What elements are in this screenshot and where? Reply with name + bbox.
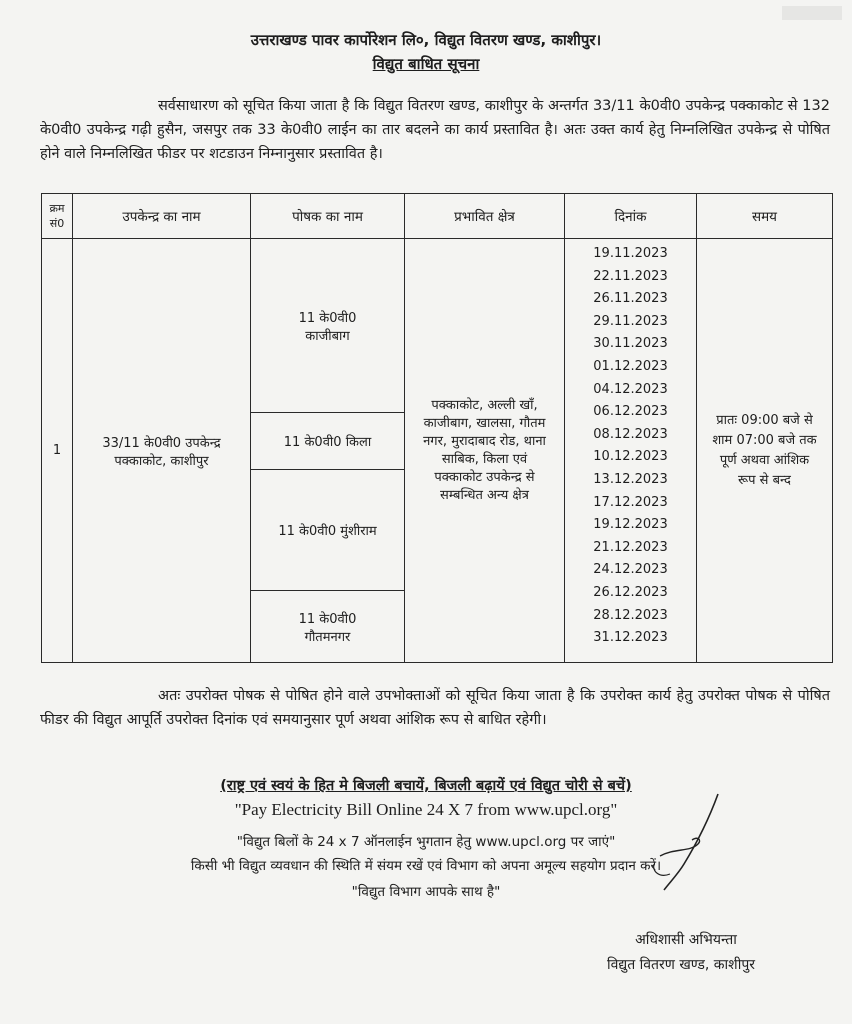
- cell-feeder-4: 11 के0वी0 गौतमनगर: [251, 591, 405, 663]
- date-item: 26.12.2023: [593, 584, 668, 600]
- closing-paragraph: अतः उपरोक्त पोषक से पोषित होने वाले उपभोक्ताओं को सूचित किया जाता है कि उपरोक्त कार्य हेतु उपरोक्त पोषक से पोषित फीडर की विद्युत आपूर्ति उपरोक्त दिनांक एवं समयानुसार पूर्ण अथवा आंशिक रूप से बाधित रहेगी।: [40, 688, 830, 728]
- date-item: 28.12.2023: [593, 607, 668, 623]
- date-item: 17.12.2023: [593, 494, 668, 510]
- date-item: 01.12.2023: [593, 358, 668, 374]
- signatory-designation: अधिशासी अभियन्ता: [635, 932, 737, 948]
- pay-online-line: "Pay Electricity Bill Online 24 X 7 from www.upcl.org": [234, 800, 618, 819]
- date-item: 08.12.2023: [593, 426, 668, 442]
- date-item: 04.12.2023: [593, 381, 668, 397]
- header-feeder: पोषक का नाम: [251, 194, 405, 239]
- date-item: 31.12.2023: [593, 630, 668, 646]
- date-item: 29.11.2023: [593, 313, 668, 329]
- motto-text: (राष्ट्र एवं स्वयं के हित मे बिजली बचायें, बिजली बढ़ायें एवं विद्युत चोरी से बचें): [220, 778, 632, 794]
- cell-feeder-1: 11 के0वी0 काजीबाग: [251, 239, 405, 413]
- date-item: 30.11.2023: [593, 336, 668, 352]
- date-item: 13.12.2023: [593, 471, 668, 487]
- date-item: 06.12.2023: [593, 404, 668, 420]
- cell-time: प्रातः 09:00 बजे से शाम 07:00 बजे तक पूर्ण अथवा आंशिक रूप से बन्द: [697, 239, 833, 663]
- cell-sno: 1: [42, 239, 73, 663]
- date-item: 24.12.2023: [593, 562, 668, 578]
- cooperation-line: किसी भी विद्युत व्यवधान की स्थिति में संयम रखें एवं विभाग को अपना अमूल्य सहयोग प्रदान करें।: [190, 858, 662, 874]
- header-substation: उपकेन्द्र का नाम: [73, 194, 251, 239]
- org-header: उत्तराखण्ड पावर कार्पोरेशन लि०, विद्युत वितरण खण्ड, काशीपुर।: [250, 31, 602, 49]
- date-item: 19.12.2023: [593, 517, 668, 533]
- cell-area: पक्काकोट, अल्ली खाँ, काजीबाग, खालसा, गौतम नगर, मुरादाबाद रोड, थाना साबिक, किला एवं पक्काकोट उपकेन्द्र से सम्बन्धित अन्य क्षेत्र: [405, 239, 565, 663]
- notice-subtitle-text: विद्युत बाधित सूचना: [372, 55, 480, 73]
- header-area: प्रभावित क्षेत्र: [405, 194, 565, 239]
- date-item: 26.11.2023: [593, 291, 668, 307]
- header-date: दिनांक: [565, 194, 697, 239]
- slogan-line: "विद्युत विभाग आपके साथ है": [351, 884, 501, 900]
- shutdown-table: [41, 193, 833, 663]
- date-item: 22.11.2023: [593, 268, 668, 284]
- cell-feeder-3: 11 के0वी0 मुंशीराम: [251, 470, 405, 591]
- header-time: समय: [697, 194, 833, 239]
- table-header-row: [42, 194, 833, 239]
- date-item: 19.11.2023: [593, 246, 668, 261]
- date-item: 10.12.2023: [593, 449, 668, 465]
- notice-subtitle: [0, 54, 852, 74]
- pay-hindi-line: "विद्युत बिलों के 24 x 7 ऑनलाईन भुगतान हेतु www.upcl.org पर जाएं": [236, 834, 616, 850]
- handwritten-signature: [640, 786, 730, 896]
- cell-substation: 33/11 के0वी0 उपकेन्द्र पक्काकोट, काशीपुर: [73, 239, 251, 663]
- cell-dates: [565, 239, 697, 663]
- intro-paragraph: सर्वसाधारण को सूचित किया जाता है कि विद्युत वितरण खण्ड, काशीपुर के अन्तर्गत 33/11 के0वी0 उपकेन्द्र पक्काकोट से 132 के0वी0 उपकेन्द्र गढ़ी हुसैन, जसपुर तक 33 के0वी0 लाईन का तार बदलने का कार्य प्रस्तावित है। अतः उक्त कार्य हेतु निम्नलिखित उपकेन्द्र से पोषित होने वाले निम्नलिखित फीडर पर शटडाउन निम्नानुसार प्रस्तावित है।: [40, 98, 830, 162]
- table-row: [42, 239, 833, 413]
- date-item: 21.12.2023: [593, 539, 668, 555]
- scan-corner-mark: [782, 6, 842, 20]
- signatory-office: विद्युत वितरण खण्ड, काशीपुर: [606, 957, 756, 973]
- header-sno: क्रम सं0: [42, 194, 73, 239]
- cell-feeder-2: 11 के0वी0 किला: [251, 413, 405, 470]
